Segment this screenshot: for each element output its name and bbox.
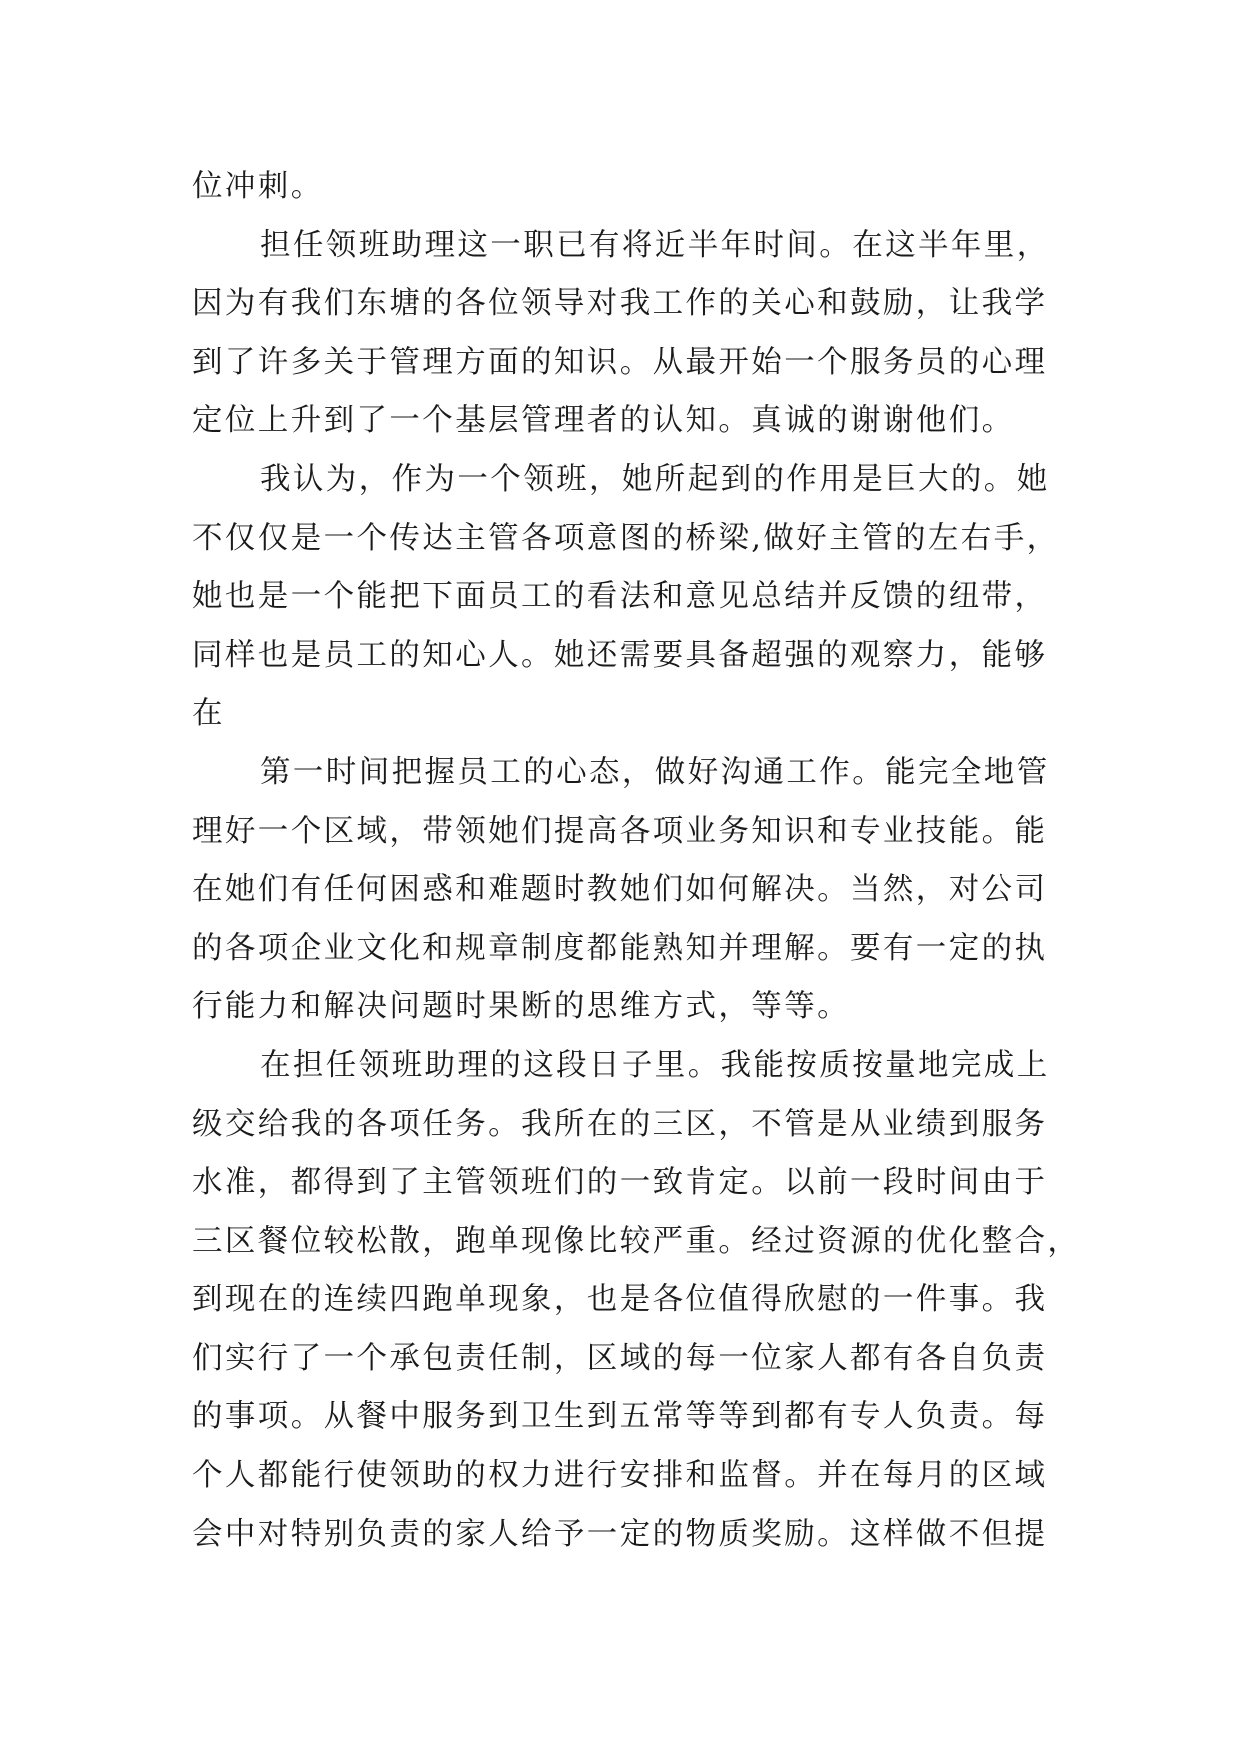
text-line: 个人都能行使领助的权力进行安排和监督。并在每月的区域 <box>192 1458 1048 1494</box>
text-line: 因为有我们东塘的各位领导对我工作的关心和鼓励，让我学 <box>192 286 1048 322</box>
text-line: 她也是一个能把下面员工的看法和意见总结并反馈的纽带， <box>192 579 1048 615</box>
text-line: 在担任领班助理的这段日子里。我能按质按量地完成上 <box>260 1047 1050 1083</box>
text-line: 理好一个区域，带领她们提高各项业务知识和专业技能。能 <box>192 813 1048 849</box>
text-line: 三区餐位较松散，跑单现像比较严重。经过资源的优化整合， <box>192 1223 1081 1259</box>
text-line: 定位上升到了一个基层管理者的认知。真诚的谢谢他们。 <box>192 403 1015 439</box>
text-line: 行能力和解决问题时果断的思维方式，等等。 <box>192 989 850 1025</box>
text-line: 位冲刺。 <box>192 169 324 204</box>
text-line: 的事项。从餐中服务到卫生到五常等等到都有专人负责。每 <box>192 1399 1048 1435</box>
text-line: 在她们有任何困惑和难题时教她们如何解决。当然，对公司 <box>192 872 1048 908</box>
text-line: 我认为，作为一个领班，她所起到的作用是巨大的。她 <box>260 461 1050 497</box>
text-line: 水准，都得到了主管领班们的一致肯定。以前一段时间由于 <box>192 1165 1048 1201</box>
text-line: 担任领班助理这一职已有将近半年时间。在这半年里， <box>260 227 1050 263</box>
text-line: 的各项企业文化和规章制度都能熟知并理解。要有一定的执 <box>192 930 1048 966</box>
text-line: 们实行了一个承包责任制，区域的每一位家人都有各自负责 <box>192 1340 1048 1376</box>
text-line: 同样也是员工的知心人。她还需要具备超强的观察力，能够 <box>192 637 1048 673</box>
text-line: 会中对特别负责的家人给予一定的物质奖励。这样做不但提 <box>192 1516 1048 1552</box>
text-line: 级交给我的各项任务。我所在的三区，不管是从业绩到服务 <box>192 1106 1048 1142</box>
text-line: 到了许多关于管理方面的知识。从最开始一个服务员的心理 <box>192 344 1048 380</box>
text-line: 在 <box>192 696 225 732</box>
text-line: 不仅仅是一个传达主管各项意图的桥梁,做好主管的左右手， <box>192 520 1060 556</box>
text-line: 到现在的连续四跑单现象，也是各位值得欣慰的一件事。我 <box>192 1282 1048 1318</box>
document-body <box>192 158 1081 1564</box>
text-line: 第一时间把握员工的心态，做好沟通工作。能完全地管 <box>260 754 1050 790</box>
